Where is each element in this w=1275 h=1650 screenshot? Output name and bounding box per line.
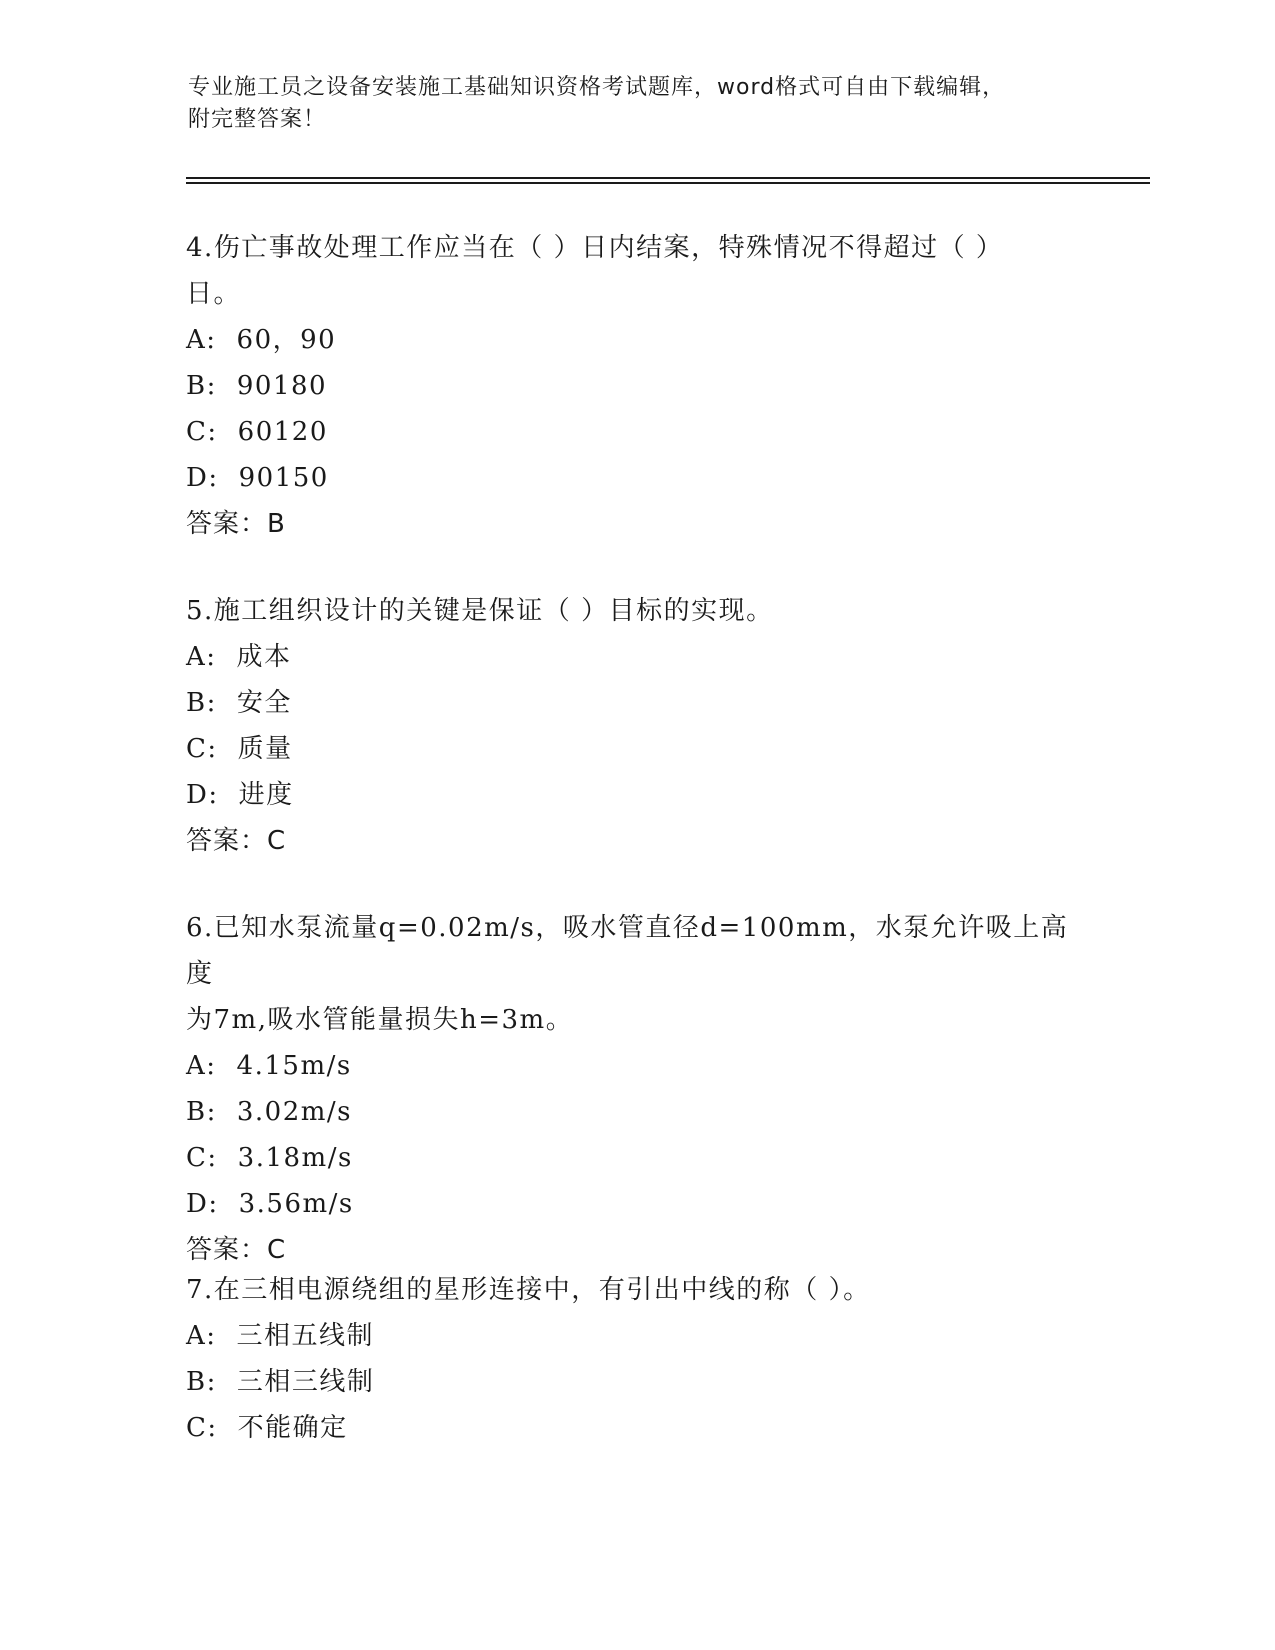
option-b [186,363,1086,409]
question-stem-line: 6.已知水泵流量q=0.02m/s，吸水管直径d=100mm，水泵允许吸上高度 [186,913,1069,989]
question-stem-line: 日。 [186,279,242,309]
option-letter: B: [186,1367,217,1397]
question-stem-line: 4.伤亡事故处理工作应当在（ ）日内结案，特殊情况不得超过（ ） [186,233,1004,263]
option-text: 质量 [237,734,293,764]
answer-line: 答案：B [186,509,286,539]
question-7 [186,1267,1086,1451]
option-c [186,409,1086,455]
question-stem-line: 7.在三相电源绕组的星形连接中，有引出中线的称（ ）。 [186,1275,871,1305]
document-header [188,72,1088,136]
option-text: 三相三线制 [236,1367,375,1397]
option-letter: D: [186,1189,219,1219]
option-letter: B: [186,1097,217,1127]
option-text: 3.56m/s [238,1189,354,1219]
option-letter: C: [186,417,218,447]
header-line-1: 专业施工员之设备安装施工基础知识资格考试题库，word格式可自由下载编辑， [188,75,1006,100]
question-6 [186,905,1086,1273]
option-c [186,1135,1086,1181]
option-letter: A: [186,325,217,355]
answer-line: 答案：C [186,1235,287,1265]
option-b [186,1359,1086,1405]
option-text: 3.02m/s [236,1097,353,1127]
option-text: 成本 [236,642,292,672]
option-text: 90150 [238,463,329,493]
option-letter: A: [186,642,217,672]
option-a [186,1043,1086,1089]
option-text: 60，90 [236,325,337,355]
option-c [186,726,1086,772]
option-letter: D: [186,780,219,810]
option-text: 4.15m/s [236,1051,352,1081]
question-4 [186,225,1086,547]
option-text: 3.18m/s [237,1143,353,1173]
option-c [186,1405,1086,1451]
option-b [186,1089,1086,1135]
answer-line: 答案：C [186,826,287,856]
option-a [186,1313,1086,1359]
option-b [186,680,1086,726]
option-letter: C: [186,734,218,764]
option-a [186,317,1086,363]
option-letter: A: [186,1051,217,1081]
option-letter: D: [186,463,219,493]
header-line-2: 附完整答案！ [188,107,327,132]
option-text: 90180 [236,371,328,401]
header-divider-bottom [186,182,1150,184]
option-text: 安全 [236,688,292,718]
option-letter: A: [186,1321,217,1351]
option-letter: B: [186,371,217,401]
header-divider-top [186,177,1150,179]
question-stem-line: 5.施工组织设计的关键是保证（ ）目标的实现。 [186,596,774,626]
option-a [186,634,1086,680]
question-5 [186,588,1086,864]
option-text: 三相五线制 [236,1321,375,1351]
option-letter: C: [186,1413,218,1443]
option-d [186,455,1086,501]
question-stem-line: 为7m,吸水管能量损失h=3m。 [186,1005,574,1035]
option-text: 进度 [238,780,294,810]
option-text: 不能确定 [237,1413,348,1443]
option-d [186,772,1086,818]
option-d [186,1181,1086,1227]
option-letter: B: [186,688,217,718]
option-letter: C: [186,1143,218,1173]
option-text: 60120 [237,417,328,447]
